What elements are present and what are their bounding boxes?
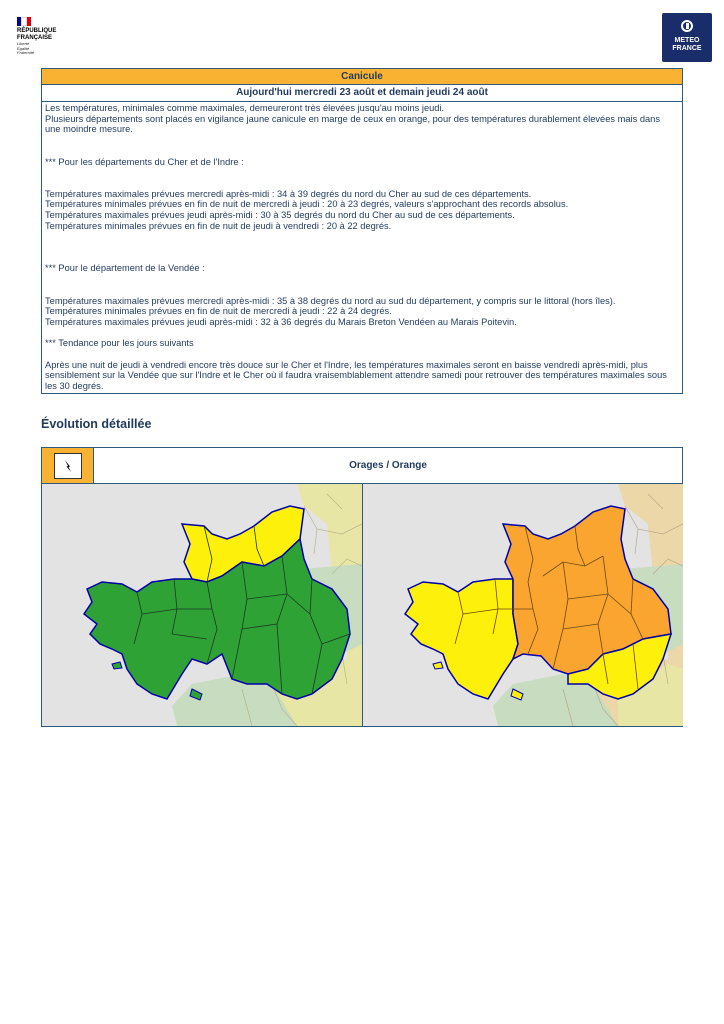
vigilance-map-next <box>363 484 683 726</box>
republique-title <box>17 28 56 41</box>
meteo-france-wordmark <box>662 37 712 53</box>
vendee-line: Températures maximales prévues jeudi après-midi : 32 à 36 degrés du Marais Breton Vendéen au Marais Poitevin. <box>45 316 517 327</box>
phenomenon-icon-cell <box>42 448 94 483</box>
evolution-phenomenon-title: Orages / Orange <box>349 460 427 471</box>
cher-indre-line: Températures maximales prévues mercredi après-midi : 34 à 39 degrés du nord du Cher au sud de ces départements. <box>45 188 532 199</box>
meteo-france-logo <box>662 13 712 62</box>
motto-line: Fraternité <box>17 50 35 56</box>
republique-francaise-logo <box>17 17 67 59</box>
meteo-logo-line: METEO <box>674 37 700 44</box>
cher-indre-title: *** Pour les départements du Cher et de l'Indre : <box>45 156 244 167</box>
cher-indre-line: Températures minimales prévues en fin de nuit de mercredi à jeudi : 20 à 23 degrés, valeurs s'approchant des records absolus. <box>45 199 569 210</box>
meteo-logo-line: FRANCE <box>672 45 702 52</box>
republique-motto <box>17 42 34 56</box>
evolution-panel <box>41 447 683 727</box>
lightning-icon <box>54 453 82 479</box>
section-title-evolution: Évolution détaillée <box>41 417 152 431</box>
cher-indre-line: Températures minimales prévues en fin de nuit de jeudi à vendredi : 20 à 22 degrés. <box>45 220 392 231</box>
intro-line: Les températures, minimales comme maximales, demeureront très élevées jusqu'au moins jeudi. <box>45 103 445 113</box>
tendance-text: Après une nuit de jeudi à vendredi encore très douce sur le Cher et l'Indre, les températures maximales seront en baisse vendredi après-midi, plus sensiblement sur la Vendée que sur l'Indre et le Cher où il faudra vraisemblablement attendre samedi pour retrouver des températures maximales sous les 30 degrés. <box>45 359 667 392</box>
bulletin-phenomenon-header: Canicule <box>42 69 682 85</box>
intro-line: Plusieurs départements sont placés en vigilance jaune canicule en marge de ceux en orange, pour des températures durablement élevées mais dans une moindre mesure. <box>45 113 660 135</box>
tendance-title: *** Tendance pour les jours suivants <box>45 338 194 349</box>
republique-title-line: RÉPUBLIQUE <box>17 28 57 34</box>
evolution-header <box>42 448 682 484</box>
meteo-france-emblem-icon <box>681 20 693 32</box>
vendee-line: Températures maximales prévues mercredi après-midi : 35 à 38 degrés du nord au sud du département, y compris sur le littoral (hors îles). <box>45 295 616 306</box>
vendee-title: *** Pour le département de la Vendée : <box>45 263 205 274</box>
bulletin-period: Aujourd'hui mercredi 23 août et demain jeudi 24 août <box>42 85 682 102</box>
cher-indre-line: Températures maximales prévues jeudi après-midi : 30 à 35 degrés du nord du Cher au sud de ces départements. <box>45 210 515 220</box>
french-flag-icon <box>17 17 31 26</box>
republique-title-line: FRANÇAISE <box>17 34 53 41</box>
vendee-line: Températures minimales prévues en fin de nuit de mercredi à jeudi : 22 à 24 degrés. <box>45 306 392 317</box>
vigilance-map-current <box>42 484 363 726</box>
bulletin-box <box>41 68 683 394</box>
motto-line: Égalité <box>17 45 30 51</box>
motto-line: Liberté <box>17 41 30 46</box>
bulletin-body <box>42 102 682 393</box>
